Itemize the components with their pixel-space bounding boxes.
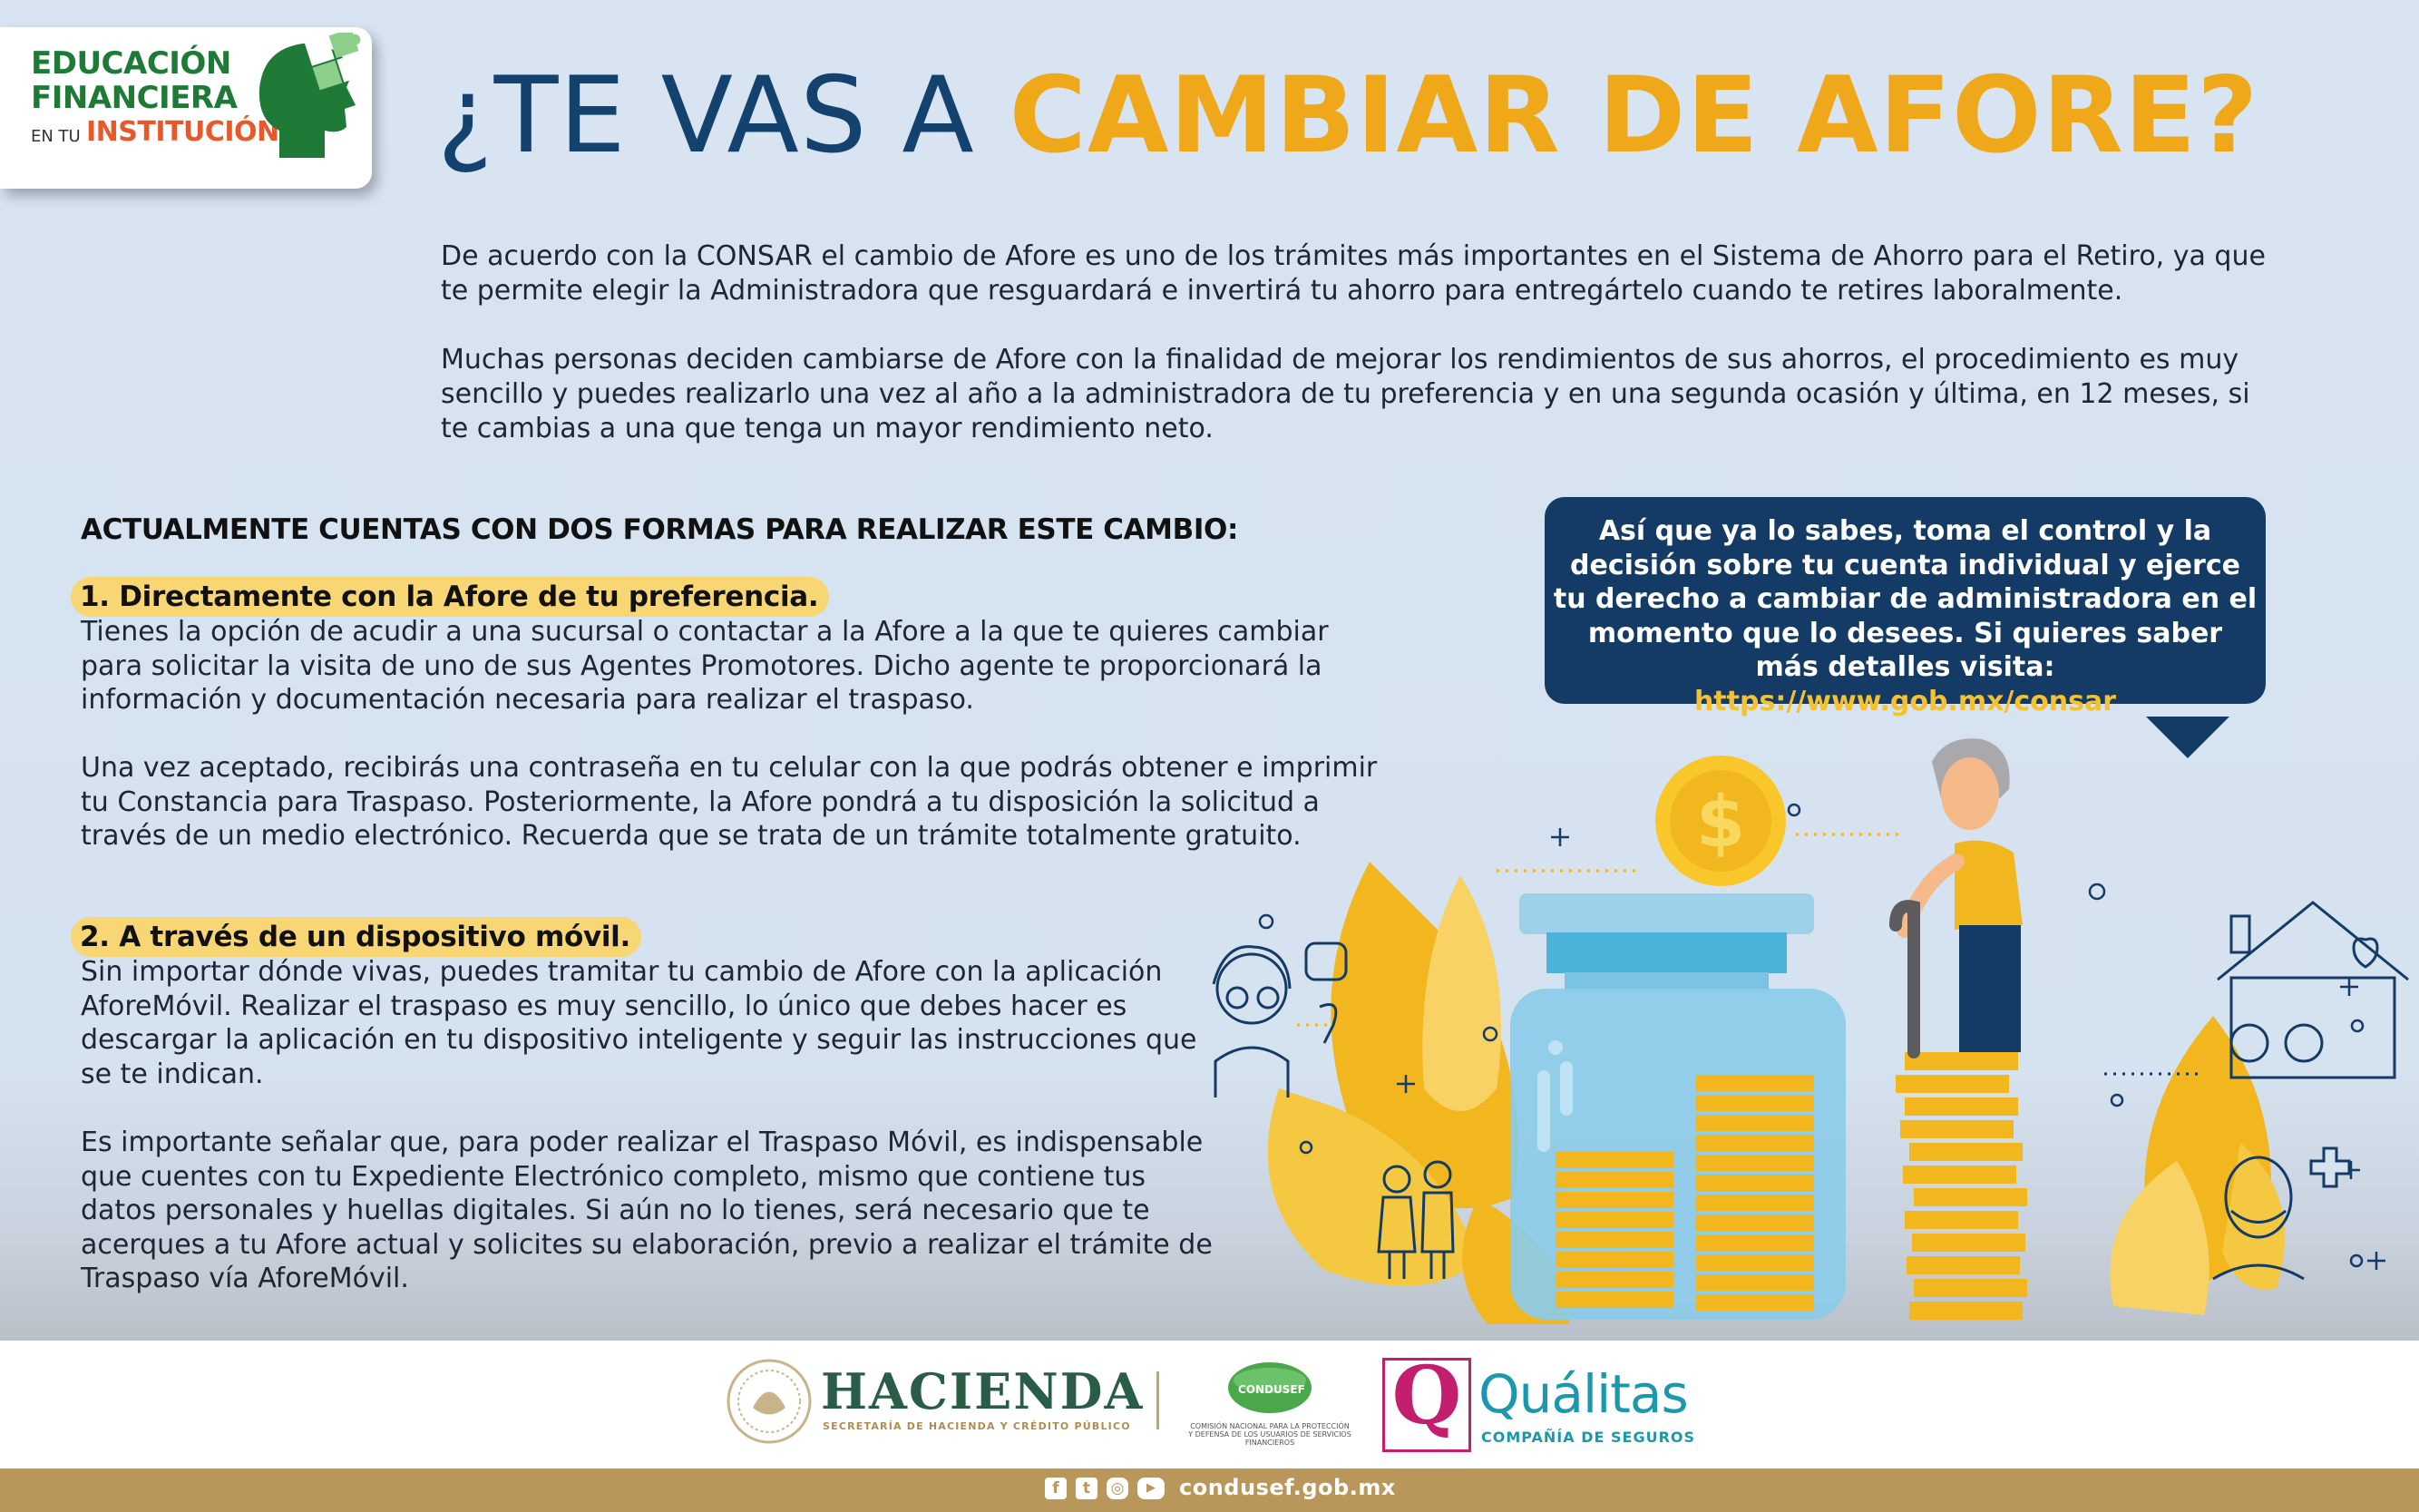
savings-illustration: [1188, 726, 2419, 1341]
logo-text-financiera: FINANCIERA: [31, 80, 238, 116]
twitter-icon[interactable]: t: [1076, 1478, 1097, 1499]
qualitas-logo-text: Quálitas: [1478, 1363, 1688, 1425]
intro-paragraph-2: Muchas personas deciden cambiarse de Afore con la finalidad de mejorar los rendimientos de sus ahorros, el procedimiento es muy sencillo y puedes realizarlo una vez al año a la administradora de tu preferencia y en una segunda ocasión y última, en 12 meses, si te cambias a una que tenga un mayor rendimiento neto.: [441, 344, 2250, 444]
option-2-paragraph-1: Sin importar dónde vivas, puedes tramitar tu cambio de Afore con la aplicación AforeMóvil. Realizar el traspaso es muy sencillo, lo único que debes hacer es descargar la aplicación en tu dispositivo inteligente y seguir las instrucciones que se te indican.: [81, 956, 1197, 1090]
options-heading: ACTUALMENTE CUENTAS CON DOS FORMAS PARA REALIZAR ESTE CAMBIO:: [81, 513, 1238, 546]
mexico-seal-icon: [726, 1358, 813, 1445]
option-1-paragraph-1: Tienes la opción de acudir a una sucursal o contactar a la Afore a la que te quieres cambiar para solicitar la visita de uno de sus Agentes Promotores. Dicho agente te proporcionará la información y documentación necesaria para realizar el traspaso.: [81, 616, 1329, 716]
website-link[interactable]: condusef.gob.mx: [1179, 1475, 1396, 1500]
hacienda-subtitle: SECRETARÍA DE HACIENDA Y CRÉDITO PÚBLICO: [823, 1420, 1131, 1432]
callout-body: Así que ya lo sabes, toma el control y la decisión sobre tu cuenta individual y ejerce tu derecho a cambiar de administradora en el momento que lo desees. Si quieres saber más detalles visita:: [1553, 515, 2258, 683]
intro-paragraph-1: De acuerdo con la CONSAR el cambio de Afore es uno de los trámites más importantes en el Sistema de Ahorro para el Retiro, ya que te permite elegir la Administradora que resguardará e invertirá tu ahorro para entregártelo cuando te retires laboralmente.: [441, 240, 2266, 307]
condusef-subtitle: COMISIÓN NACIONAL PARA LA PROTECCIÓN Y DEFENSA DE LOS USUARIOS DE SERVICIOS FINANCIEROS: [1188, 1422, 1351, 1447]
hacienda-logo-text: HACIENDA: [821, 1362, 1145, 1420]
elderly-woman-outline-icon: [1214, 943, 1346, 1097]
option-2-paragraph-2: Es importante señalar que, para poder realizar el Traspaso Móvil, es indispensable que cuentes con tu Expediente Electrónico completo, mismo que contiene tus datos personales y huellas digitales. Si aún no lo tienes, será necesario que te acerques a tu Afore actual y solicites su elaboración, previo a realizar el trámite de Traspaso vía AforeMóvil.: [81, 1127, 1213, 1294]
jar-highlight-1: [1537, 1070, 1550, 1152]
logo-text-institucion: INSTITUCIÓN: [86, 116, 279, 148]
facebook-icon[interactable]: f: [1045, 1478, 1067, 1499]
title-bold-part: CAMBIAR DE AFORE?: [1009, 54, 2259, 177]
jar-lid: [1546, 932, 1787, 973]
instagram-icon[interactable]: ◎: [1107, 1478, 1128, 1499]
head-puzzle-icon: [252, 33, 366, 160]
leaf-left-medium: [1422, 875, 1501, 1111]
condusef-logo-text: CONDUSEF: [1238, 1383, 1305, 1396]
logo-text-educacion: EDUCACIÓN: [31, 45, 231, 82]
coin-tower-right: [1896, 1052, 2027, 1320]
youtube-icon[interactable]: ▶: [1137, 1478, 1165, 1499]
consar-link[interactable]: https://www.gob.mx/consar: [1693, 685, 2117, 717]
coin-symbol: $: [1695, 782, 1746, 863]
plus-outline-icon: [2311, 1148, 2349, 1186]
jar-highlight-2: [1560, 1061, 1573, 1116]
footer-divider: [1156, 1371, 1159, 1429]
jar-highlight-dot: [1548, 1040, 1563, 1055]
elderly-man-figure: [1896, 738, 2023, 1052]
jar-lid-top: [1519, 893, 1814, 934]
qualitas-q-icon: Q: [1391, 1348, 1462, 1442]
option-2-title: 2. A través de un dispositivo móvil.: [71, 917, 641, 957]
footer-logos: [0, 1341, 2419, 1468]
title-light-part: ¿TE VAS A: [437, 54, 1010, 177]
qualitas-subtitle: COMPAÑÍA DE SEGUROS: [1481, 1429, 1696, 1446]
option-1-paragraph-2: Una vez aceptado, recibirás una contraseña en tu celular con la que podrás obtener e imprimir tu Constancia para Traspaso. Posteriormente, la Afore pondrá a tu disposición la solicitud a través de un medio electrónico. Recuerda que se trata de un trámite totalmente gratuito.: [81, 752, 1378, 852]
page-title: [437, 54, 2259, 177]
logo-text-en-tu: EN TU: [31, 127, 81, 146]
callout-text: [1553, 514, 2258, 718]
option-1-title: 1. Directamente con la Afore de tu preferencia.: [71, 577, 829, 617]
